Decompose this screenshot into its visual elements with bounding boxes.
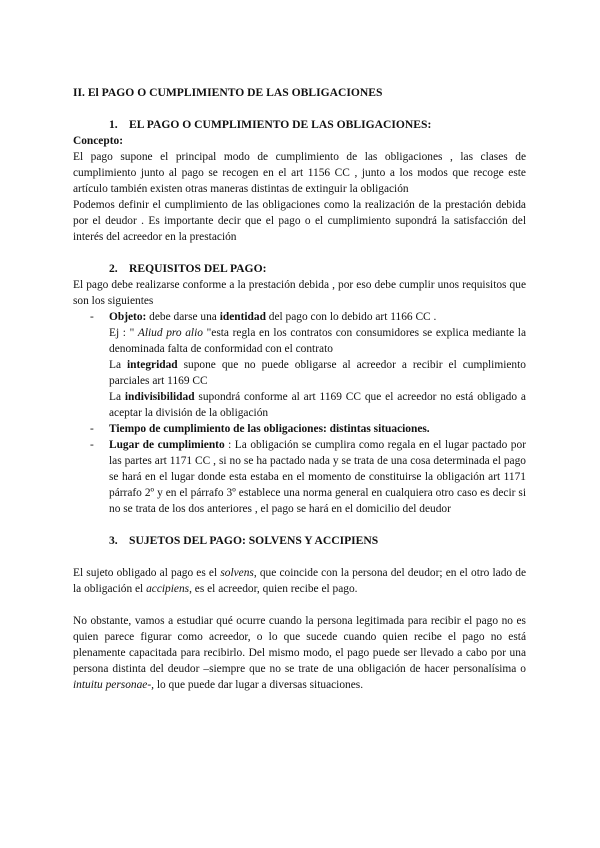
lugar-label: Lugar de cumplimiento bbox=[109, 439, 225, 451]
section-3-paragraph-1 bbox=[73, 565, 526, 597]
section-2-intro: El pago debe realizarse conforme a la prestación debida , por eso debe cumplir unos requisitos que son los siguientes bbox=[73, 279, 526, 307]
concepto-label: Concepto: bbox=[73, 135, 123, 147]
s3-p2-a: No obstante, vamos a estudiar qué ocurre cuando la persona legitimada para recibir el pago no es quien parece figurar como acreedor, o lo que sucede cuando quien recibe el pago no está plenamente capacitada para recibirlo. Del mismo modo, el pago puede ser llevado a cabo por una persona distinta del deudor –siempre que no se trate de una obligación de hacer personalísima o bbox=[73, 615, 526, 675]
section-1-title: EL PAGO O CUMPLIMIENTO DE LAS OBLIGACIONES: bbox=[129, 118, 432, 131]
aliud-italic: Aliud pro alio bbox=[137, 327, 203, 339]
integridad-bold: integridad bbox=[126, 359, 178, 371]
section-3-number: 3. bbox=[109, 534, 118, 547]
section-2-number: 2. bbox=[109, 262, 118, 275]
section-1-paragraph-2: Podemos definir el cumplimiento de las obligaciones como la realización de la prestación debida por el deudor . Es importante decir que el pago o el cumplimiento supondrá la satisfacción del interés del acreedor en la prestación bbox=[73, 199, 526, 243]
list-dash: - bbox=[90, 439, 94, 451]
list-item-objeto bbox=[73, 309, 526, 325]
integridad-pre: La bbox=[109, 359, 127, 371]
lugar-text: : La obligación se cumplira como regala en el lugar pactado por las partes art 1171 CC , si no se ha pactado nada y se trata de una cosa determinada el pago se hará en el lugar donde esta estaba en el momento de constituirse la obligación art 1171 párrafo 2º y en el párrafo 3º establece una norma general en cualquiera otro caso es decir si no se trata de los dos anteriores , el pago se hará en el domicilio del deudor bbox=[109, 439, 526, 515]
list-dash: - bbox=[90, 311, 94, 323]
list-item-lugar bbox=[73, 437, 526, 517]
s3-p2-b: lo que puede dar lugar a diversas situaciones. bbox=[154, 679, 364, 691]
objeto-text-post: del pago con lo debido art 1166 CC . bbox=[265, 311, 437, 323]
solvens-italic: solvens bbox=[220, 567, 254, 579]
ejemplo-pre: Ej : " bbox=[109, 327, 138, 339]
s3-p1-b: , que coincide con la persona del deudor; en el otro lado de la obligación el bbox=[73, 567, 527, 595]
list-dash: - bbox=[90, 423, 94, 435]
section-1-heading bbox=[73, 117, 526, 133]
objeto-label: Objeto: bbox=[109, 311, 147, 323]
section-2-heading bbox=[73, 261, 526, 277]
intuitu-italic: intuitu personae-, bbox=[73, 679, 154, 691]
requisitos-list bbox=[73, 309, 526, 517]
indivisibilidad-post: supondrá conforme al art 1169 CC que el acreedor no está obligado a aceptar la división de la obligación bbox=[109, 391, 526, 419]
tiempo-text: Tiempo de cumplimiento de las obligaciones: distintas situaciones. bbox=[109, 423, 430, 435]
objeto-text-pre: debe darse una bbox=[146, 311, 220, 323]
ejemplo-paragraph bbox=[73, 325, 526, 357]
section-2-title: REQUISITOS DEL PAGO: bbox=[129, 262, 267, 275]
section-3-title: SUJETOS DEL PAGO: SOLVENS Y ACCIPIENS bbox=[129, 534, 379, 547]
section-1-paragraph-1: El pago supone el principal modo de cumplimiento de las obligaciones , las clases de cumplimiento junto al pago se recogen en el art 1156 CC , junto a los modos que recoge este artículo también existen otras maneras distintas de extinguir la obligación bbox=[73, 151, 526, 195]
document-page bbox=[73, 85, 526, 693]
indivisibilidad-pre: La bbox=[109, 391, 125, 403]
indivisibilidad-bold: indivisibilidad bbox=[124, 391, 195, 403]
s3-p1-a: El sujeto obligado al pago es el bbox=[73, 567, 221, 579]
list-item-tiempo bbox=[73, 421, 526, 437]
section-1-number: 1. bbox=[109, 118, 118, 131]
s3-p1-c: , es el acreedor, quien recibe el pago. bbox=[189, 583, 358, 595]
integridad-paragraph bbox=[73, 357, 526, 389]
integridad-post: supone que no puede obligarse al acreedor a recibir el cumplimiento parciales art 1169 CC bbox=[109, 359, 526, 387]
ejemplo-post: "esta regla en los contratos con consumidores se explica mediante la denominada falta de conformidad con el contrato bbox=[109, 327, 527, 355]
section-3-paragraph-2 bbox=[73, 613, 526, 693]
accipiens-italic: accipiens bbox=[146, 583, 190, 595]
document-title: II. El PAGO O CUMPLIMIENTO DE LAS OBLIGACIONES bbox=[73, 86, 383, 99]
indivisibilidad-paragraph bbox=[73, 389, 526, 421]
objeto-bold: identidad bbox=[219, 311, 266, 323]
section-3-heading bbox=[73, 533, 526, 549]
